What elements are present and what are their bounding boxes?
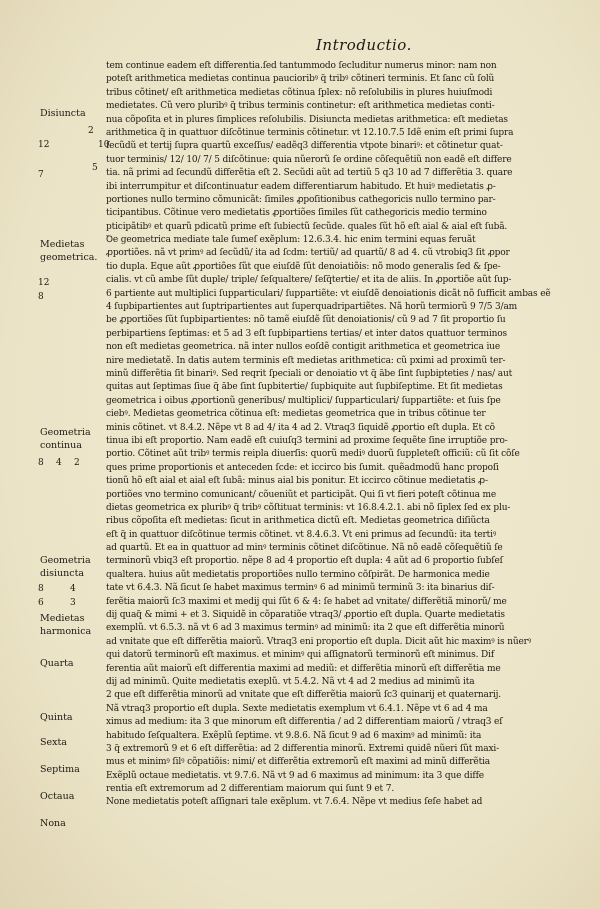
text-line: portiões vno termino comunicant/ cõueniũt et participãt. Qui ſi vt fieri poteſt cõtinua me: [106, 489, 497, 500]
margin-number: 10: [98, 140, 110, 150]
margin-number: 7: [38, 170, 44, 180]
text-line: qualtera. huius aũt medietatis proportiões nullo termino cõſpirãt. De harmonica medie: [106, 569, 490, 580]
text-line: ſecũdũ et tertij ſupra quartũ exceſſus/ eadẽq3 differentia vtpote binariꝰ: et cõtinetur quat-: [106, 141, 503, 152]
margin-number: 8: [38, 584, 44, 594]
margin-number: 8: [38, 458, 44, 468]
body-text: [106, 60, 582, 810]
margin-number: 4: [56, 458, 62, 468]
text-line: quitas aut ſeptimas ſiue q̃ ābe ſint ſupbitertie/ ſupbiquite aut ſupbiſeptime. Et ſit medietas: [106, 382, 503, 393]
margin-label-disiuncta: Disiuncta: [40, 108, 86, 119]
text-line: 4 ſupbipartientes aut ſuptripartientes aut ſuperquadripartiẽtes. Nã horũ termiorũ 9 7/5 3/am: [106, 302, 518, 313]
text-line: cialis. vt cũ ambe ſũt duple/ triple/ ſeſqualtere/ ſeſq̃tertie/ et ita de aliis. In ꝓportiõe aũt ſup-: [106, 275, 512, 286]
text-line: ximus ad medium: ita 3 que minorum eſt differentia / ad 2 differentiam maiorũ / vtraq3 eſ: [106, 717, 503, 728]
text-line: tinua ibi eſt proportio. Nam eadẽ eſt cuiuſq3 termini ad proxime ſequẽte ſine irruptiõe pro-: [106, 435, 508, 446]
text-line: dij ad minimũ. Quite medietatis exeplũ. vt 5.4.2. Nã vt 4 ad 2 medius ad minimũ ita: [106, 676, 475, 687]
margin-number: 2: [88, 126, 94, 136]
text-line: ferẽtia maiorũ ſc3 maximi et medij qui ſũt 6 & 4: ſe habet ad vnitate/ differẽtiã minorũ/ me: [106, 596, 507, 607]
text-line: Nã vtraq3 proportio eſt dupla. Sexte medietatis exemplum vt 6.4.1. Nẽpe vt 6 ad 4 ma: [106, 703, 488, 714]
text-line: minis cõtinet. vt 8.4.2. Nẽpe vt 8 ad 4/ ita 4 ad 2. Vtraq3 ſiquidẽ ꝓportio eſt dupla. Et cõ: [106, 422, 495, 433]
margin-label-quinta: Quinta: [40, 712, 73, 723]
margin-number: 3: [70, 598, 76, 608]
text-line: ribus cõpoſita eſt medietas: ſicut in arithmetica dictũ eſt. Medietas geometrica diſiũcta: [106, 516, 490, 527]
text-line: eſt q̃ in quattuor diſcõtinue termis cõtinet. vt 8.4.6.3. Vt eni primus ad ſecundũ: ita tertiꝰ: [106, 529, 497, 540]
text-line: ꝓportiões. nã vt primꝰ ad ſecũdũ/ ita ad ſcdm: tertiũ/ ad quartũ/ 8 ad 4. cũ vtrobiq3 ſit ꝓpor: [106, 248, 510, 259]
text-line: terminorũ vbiq3 eſt proportio. nẽpe 8 ad 4 proportio eſt dupla: 4 aũt ad 6 proportio ſubſeſ: [106, 556, 503, 567]
text-line: be ꝓportiões ſũt ſupbipartientes: nõ tamẽ eiuſdẽ ſũt denoiationis/ cũ 9 ad 7 ſit proportio ſu: [106, 315, 506, 326]
text-line: Exẽplũ octaue medietatis. vt 9.7.6. Nã vt 9 ad 6 maximus ad minimum: ita 3 que diffe: [106, 770, 484, 781]
margin-number: 8: [38, 292, 44, 302]
text-line: dij quaq̃ & mimi + et 3. Siquidẽ in cõparatiõe vtraq3/ ꝓportio eſt dupla. Quarte medietatis: [106, 610, 505, 621]
text-line: medietates. Cũ vero pluribꝰ q̃ tribus terminis continetur: eſt arithmetica medietas conti-: [106, 101, 495, 112]
text-line: pticipãtibꝰ et quarũ pdicatũ prime eſt ſubiectũ ſecũde. quales ſũt hõ eſt aial & aial eſt ſubã.: [106, 221, 508, 232]
page-header: Introductio.: [316, 36, 412, 54]
text-line: habitudo ſeſqualtera. Exẽplũ ſeptime. vt 9.8.6. Nã ſicut 9 ad 6 maximꝰ ad minimũ: ita: [106, 730, 482, 741]
text-line: perbipartiens ſeptimas: et 5 ad 3 eſt ſupbipartiens tertias/ et inter datos quattuor terminos: [106, 328, 507, 339]
margin-number: 5: [92, 163, 98, 173]
text-line: mus et minimꝰ ſilꝰ cõpatiõis: nimi/ et differẽtia extremorũ eſt maximi ad minũ differẽtia: [106, 757, 491, 768]
margin-label-quarta: Quarta: [40, 658, 74, 669]
text-line: tionũ hõ eſt aial et aial eſt ſubã: minus aial bis ponitur. Et iccirco cõtinue medietatis ꝓ-: [106, 476, 488, 487]
text-line: rentia eſt extremorum ad 2 differentiam maiorum qui ſunt 9 et 7.: [106, 784, 395, 795]
margin-number: 4: [70, 584, 76, 594]
text-line: ad vnitate que eſt differẽtia maiorũ. Vtraq3 eni proportio eſt dupla. Dicit aũt hic maximꝰ is nũerꝰ: [106, 636, 532, 647]
text-line: tia. nã primi ad ſecundũ differẽtia eſt 2. Secũdi aũt ad tertiũ 5 q3 10 ad 7 differẽtia 3. quare: [106, 168, 513, 179]
text-line: portiones nullo termino cõmunicãt: ſimiles ꝓpoſitionibus cathegoricis nullo termino par-: [106, 194, 496, 205]
text-line: portio. Cõtinet aũt tribꝰ termis reipla diuerſis: quorũ mediꝰ duorũ ſuppleteſt officiũ: cũ ſit cõſe: [106, 449, 520, 460]
text-line: exemplũ. vt 6.5.3. nã vt 6 ad 3 maximus terminꝰ ad minimũ: ita 2 que eſt differẽtia minorũ: [106, 623, 505, 634]
text-line: qui datorũ terminorũ eſt maximus. et minimꝰ qui aſſignatorũ terminorũ eſt minimus. Dif: [106, 650, 495, 661]
text-line: nua cõpoſita et in plures ſimplices reſolubilis. Disiuncta medietas arithmetica: eſt medietas: [106, 114, 508, 125]
text-line: nire medietatẽ. In datis autem terminis eſt medietas arithmetica: cũ pximi ad proximũ ter-: [106, 355, 506, 366]
text-line: 3 q̃ extremorũ 9 et 6 eſt differẽtia: ad 2 differentia minorũ. Extremi quidẽ nũeri ſũt maxi-: [106, 743, 500, 754]
text-line: poteſt arithmetica medietas continua paucioribꝰ q̃ tribꝰ cõtineri terminis. Et ſanc cũ ſolũ: [106, 74, 495, 85]
text-line: None medietatis poteſt aſſignari tale exẽplum. vt 7.6.4. Nẽpe vt medius ſeſe habet ad: [106, 797, 483, 808]
margin-number: 12: [38, 140, 50, 150]
text-line: 2 que eſt differẽtia minorũ ad vnitate que eſt differẽtia maiorũ ſc3 quinarij et quaternarij.: [106, 690, 501, 701]
margin-number: 2: [74, 458, 80, 468]
text-line: tribus cõtinet/ eſt arithmetica medietas cõtinua ſplex: nõ reſolubilis in plures huiuſmodi: [106, 87, 493, 98]
margin-number: 12: [38, 278, 50, 288]
text-line: ibi interrumpitur et diſcontinuatur eadem differentiarum habitudo. Et huiꝰ medietatis ꝓ-: [106, 181, 496, 192]
text-line: ad quartũ. Et ea in quattuor ad minꝰ terminis cõtinet diſcõtinue. Nã nõ eadẽ cõſequẽtiũ ſe: [106, 543, 503, 554]
text-line: geometrica i oibus ꝓportionũ generibus/ multiplici/ ſupparticulari/ ſuppartiẽte: et ſuis ſpe: [106, 395, 501, 406]
margin-label-octaua: Octaua: [40, 791, 75, 802]
margin-number: 6: [38, 598, 44, 608]
text-line: dietas geometrica ex pluribꝰ q̃ tribꝰ cõſtituat terminis: vt 16.8.4.2.1. abi nõ ſiplex ſed ex plu-: [106, 502, 511, 513]
margin-label-geometria-continua: Geometria continua: [40, 427, 91, 451]
text-line: ferentia aũt maiorũ eſt differentia maximi ad mediũ: et differẽtia minorũ eſt differẽtia me: [106, 663, 501, 674]
text-line: minũ differẽtia ſit binariꝰ. Sed reqrit ſpeciali or denoiatio vt q̃ ābe ſint ſupbipteties / nas/ aut: [106, 368, 513, 379]
text-line: ciebꝰ. Medietas geometrica cõtinua eſt: medietas geometrica que in tribus cõtinue ter: [106, 409, 486, 420]
text-line: 6 partiente aut multiplici ſupparticulari/ ſuppartiẽte: vt eiuſdẽ denoiationis dicãt nõ ſufficit ambas eẽ: [106, 288, 551, 299]
text-line: ques prime proportionis et anteceden ſcde: et iccirco bis ſumit. quẽadmodũ hanc propoſi: [106, 462, 499, 473]
text-line: arithmetica q̃ in quattuor diſcõtinue terminis cõtinetur. vt 12.10.7.5 Idẽ enim eſt primi ſupra: [106, 127, 514, 138]
margin-label-sexta: Sexta: [40, 737, 67, 748]
text-line: Ꝺe geometrica mediate tale ſumeſ exẽplum: 12.6.3.4. hic enim termini equas feruãt: [106, 235, 476, 246]
margin-label-nona: Nona: [40, 818, 66, 829]
text-line: ticipantibus. Cõtinue vero medietatis ꝓportiões ſimiles ſũt cathegoricis medio termino: [106, 208, 487, 219]
text-line: tuor terminis/ 12/ 10/ 7/ 5 diſcõtinue: quia nũerorũ ſe ordine cõſequẽtiũ non eadẽ eſt differe: [106, 154, 512, 165]
margin-label-medietas-harmonica: Medietas harmonica: [40, 613, 92, 637]
text-line: tem continue eadem eſt differentia.ſed tantummodo ſecluditur numerus minor: nam non: [106, 61, 497, 71]
margin-label-medietas-geometrica: Medietas geometrica.: [40, 239, 98, 263]
text-line: tate vt 6.4.3. Nã ſicut ſe habet maximus terminꝰ 6 ad minimũ terminũ 3: ita binarius diſ-: [106, 583, 495, 594]
text-line: non eſt medietas geometrica. nã inter nullos eoſdẽ contigit arithmetica et geometrica iue: [106, 342, 500, 353]
margin-label-septima: Septima: [40, 764, 80, 775]
text-line: tio dupla. Eque aũt ꝓportiões ſũt que eiuſdẽ ſũt denoiatiõis: nõ modo generalis ſed & ſpe-: [106, 261, 501, 272]
margin-label-geometria-disiuncta: Geometria disiuncta: [40, 555, 91, 579]
